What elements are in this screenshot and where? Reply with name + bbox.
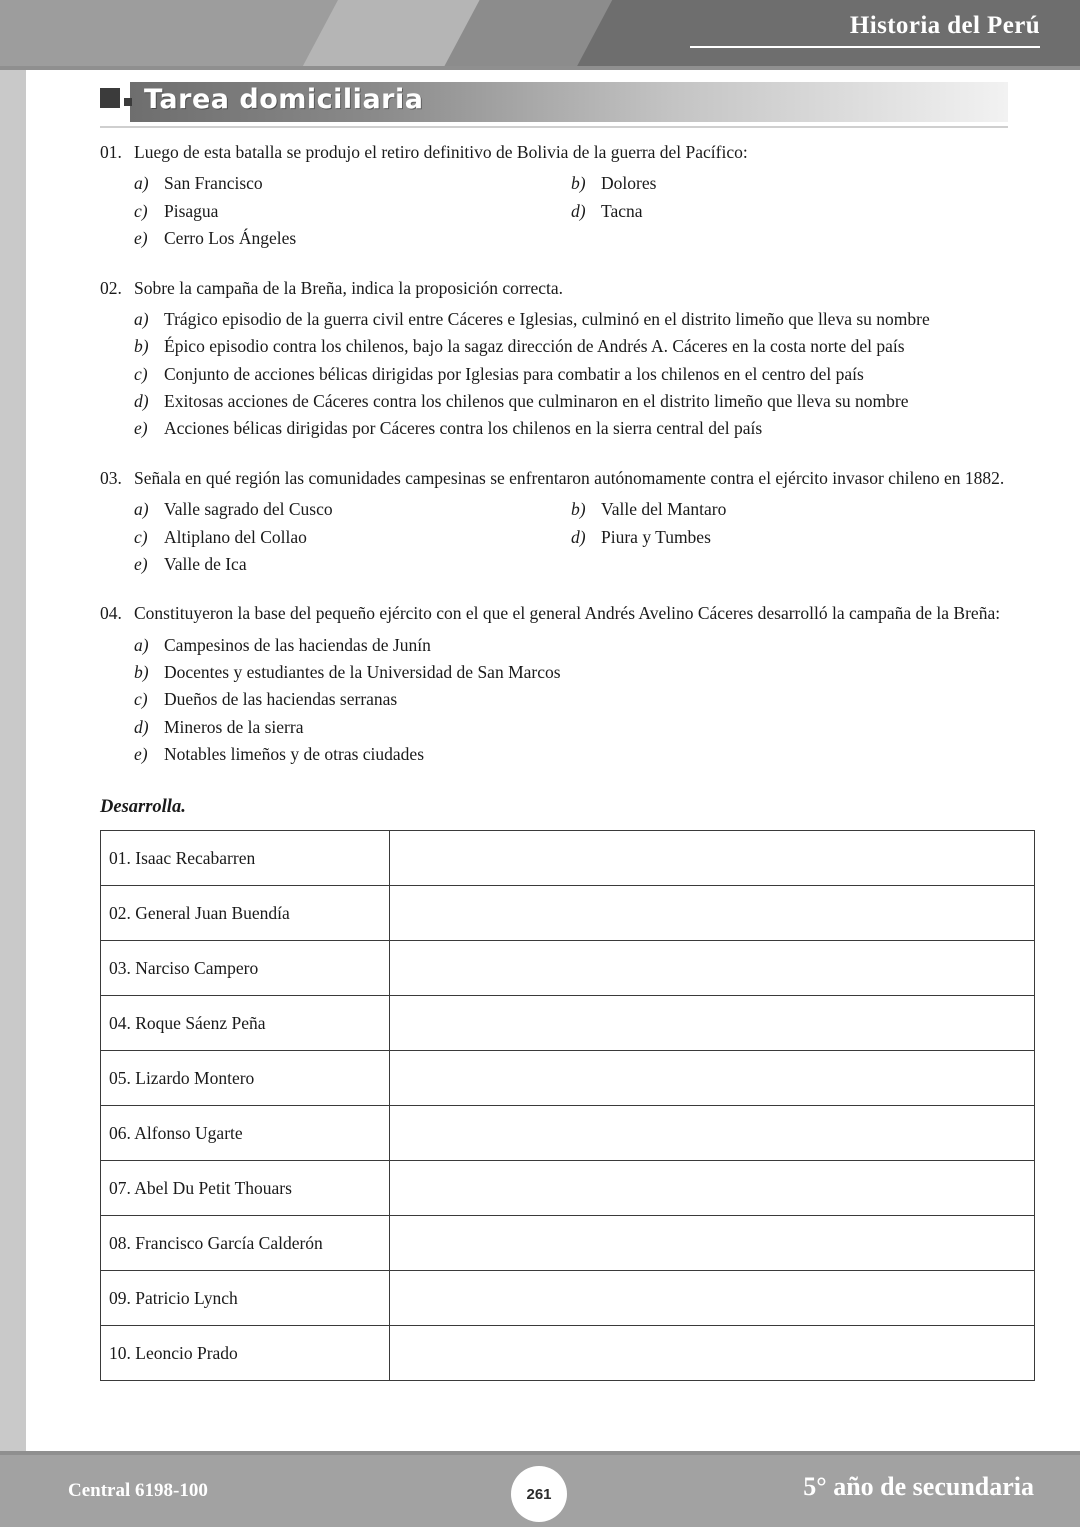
option-letter: c) bbox=[134, 526, 148, 547]
option-list bbox=[134, 307, 1008, 442]
spacer bbox=[100, 579, 1008, 601]
table-cell-answer[interactable] bbox=[390, 1106, 1035, 1161]
spacer bbox=[100, 254, 1008, 276]
option-letter: e) bbox=[134, 418, 148, 439]
table-cell-name: 10. Leoncio Prado bbox=[101, 1326, 390, 1381]
table-cell-name: 04. Roque Sáenz Peña bbox=[101, 996, 390, 1051]
table-row bbox=[101, 1051, 1035, 1106]
option-letter: d) bbox=[571, 200, 586, 221]
option-list bbox=[134, 171, 1008, 253]
option-item[interactable] bbox=[134, 742, 1008, 767]
option-item[interactable] bbox=[571, 497, 1008, 522]
table-cell-answer[interactable] bbox=[390, 1271, 1035, 1326]
option-item[interactable] bbox=[134, 171, 571, 196]
option-item[interactable] bbox=[134, 633, 1008, 658]
table-cell-name: 02. General Juan Buendía bbox=[101, 886, 390, 941]
table-cell-answer[interactable] bbox=[390, 1051, 1035, 1106]
option-label: Valle sagrado del Cusco bbox=[164, 499, 333, 520]
option-letter: d) bbox=[134, 391, 149, 411]
option-label: Valle del Mantaro bbox=[601, 499, 727, 520]
option-letter: d) bbox=[134, 716, 149, 737]
table-cell-answer[interactable] bbox=[390, 1326, 1035, 1381]
question-item bbox=[100, 140, 1008, 165]
option-label: Exitosas acciones de Cáceres contra los chilenos que culminaron en el distrito limeño que lleva su nombre bbox=[164, 391, 909, 411]
option-letter: a) bbox=[134, 173, 149, 194]
option-label: Valle de Ica bbox=[164, 553, 247, 574]
option-item[interactable] bbox=[134, 389, 1008, 414]
option-label: Épico episodio contra los chilenos, bajo la sagaz dirección de Andrés A. Cáceres en la costa norte del país bbox=[164, 336, 905, 357]
footer-grade: 5° año de secundaria bbox=[803, 1472, 1034, 1501]
option-item[interactable] bbox=[134, 715, 1008, 740]
option-list bbox=[134, 633, 1008, 768]
option-item[interactable] bbox=[134, 660, 1008, 685]
page-number-badge: 261 bbox=[511, 1466, 567, 1522]
table-cell-name: 07. Abel Du Petit Thouars bbox=[101, 1161, 390, 1216]
option-letter: b) bbox=[571, 499, 586, 520]
option-item[interactable] bbox=[134, 362, 1008, 387]
option-label: Trágico episodio de la guerra civil entre Cáceres e Iglesias, culminó en el distrito limeño que lleva su nombre bbox=[164, 308, 930, 329]
table-cell-answer[interactable] bbox=[390, 1161, 1035, 1216]
option-label: Cerro Los Ángeles bbox=[164, 228, 297, 249]
option-item[interactable] bbox=[134, 416, 1008, 441]
option-letter: a) bbox=[134, 634, 149, 655]
option-item[interactable] bbox=[134, 552, 571, 577]
table-cell-name: 03. Narciso Campero bbox=[101, 941, 390, 996]
question-text: Luego de esta batalla se produjo el retiro definitivo de Bolivia de la guerra del Pacífico: bbox=[134, 142, 748, 162]
option-label: Acciones bélicas dirigidas por Cáceres contra los chilenos en la sierra central del país bbox=[164, 418, 763, 439]
question-number: 04. bbox=[100, 603, 122, 624]
header-rule bbox=[690, 46, 1040, 48]
table-cell-name: 05. Lizardo Montero bbox=[101, 1051, 390, 1106]
option-item[interactable] bbox=[571, 199, 1008, 224]
option-item[interactable] bbox=[134, 307, 1008, 332]
footer-phone: Central 6198-100 bbox=[68, 1480, 208, 1501]
option-item[interactable] bbox=[571, 525, 1008, 550]
option-letter: c) bbox=[134, 200, 148, 221]
option-letter: e) bbox=[134, 228, 148, 249]
option-item[interactable] bbox=[134, 687, 1008, 712]
option-label: San Francisco bbox=[164, 173, 263, 194]
option-letter: a) bbox=[134, 499, 149, 520]
option-label: Campesinos de las haciendas de Junín bbox=[164, 634, 431, 655]
option-item[interactable] bbox=[134, 497, 571, 522]
table-cell-answer[interactable] bbox=[390, 831, 1035, 886]
question-text: Constituyeron la base del pequeño ejército con el que el general Andrés Avelino Cáceres desarrolló la campaña de la Breña: bbox=[134, 603, 1001, 624]
option-label: Pisagua bbox=[164, 200, 219, 221]
question-item bbox=[100, 601, 1008, 626]
option-letter: a) bbox=[134, 308, 149, 329]
option-label: Tacna bbox=[601, 200, 643, 221]
option-letter: b) bbox=[571, 173, 586, 194]
table-row bbox=[101, 1161, 1035, 1216]
table-cell-name: 08. Francisco García Calderón bbox=[101, 1216, 390, 1271]
question-number: 02. bbox=[100, 277, 122, 298]
option-item[interactable] bbox=[134, 525, 571, 550]
banner-dot-icon bbox=[124, 98, 132, 106]
table-row bbox=[101, 831, 1035, 886]
page-left-margin-bar bbox=[0, 0, 26, 1527]
table-row bbox=[101, 996, 1035, 1051]
table-row bbox=[101, 1271, 1035, 1326]
option-label: Mineros de la sierra bbox=[164, 716, 304, 737]
question-text: Sobre la campaña de la Breña, indica la proposición correcta. bbox=[134, 277, 564, 298]
banner-square-icon bbox=[100, 88, 120, 108]
option-item[interactable] bbox=[134, 199, 571, 224]
table-cell-name: 06. Alfonso Ugarte bbox=[101, 1106, 390, 1161]
section-title: Tarea domiciliaria bbox=[144, 84, 424, 115]
question-number: 03. bbox=[100, 467, 122, 488]
table-row bbox=[101, 1106, 1035, 1161]
option-letter: e) bbox=[134, 744, 148, 765]
section-banner-underline bbox=[100, 126, 1008, 128]
table-row bbox=[101, 941, 1035, 996]
table-row bbox=[101, 1326, 1035, 1381]
table-cell-name: 01. Isaac Recabarren bbox=[101, 831, 390, 886]
option-list bbox=[134, 497, 1008, 579]
option-letter: c) bbox=[134, 689, 148, 710]
option-item[interactable] bbox=[134, 334, 1008, 359]
option-item[interactable] bbox=[134, 226, 571, 251]
table-cell-answer[interactable] bbox=[390, 1216, 1035, 1271]
option-letter: d) bbox=[571, 526, 586, 547]
develop-heading: Desarrolla. bbox=[100, 796, 186, 817]
option-letter: c) bbox=[134, 363, 148, 384]
spacer bbox=[100, 444, 1008, 466]
option-label: Piura y Tumbes bbox=[601, 526, 711, 547]
table-row bbox=[101, 1216, 1035, 1271]
question-text: Señala en qué región las comunidades campesinas se enfrentaron autónomamente contra el ejército invasor chileno en 1882. bbox=[134, 467, 1005, 488]
table-cell-answer[interactable] bbox=[390, 886, 1035, 941]
table-cell-name: 09. Patricio Lynch bbox=[101, 1271, 390, 1326]
answer-table bbox=[100, 830, 1035, 1381]
question-item bbox=[100, 466, 1008, 491]
option-label: Dolores bbox=[601, 173, 657, 194]
option-letter: b) bbox=[134, 336, 149, 357]
course-title: Historia del Perú bbox=[849, 12, 1040, 39]
table-cell-answer[interactable] bbox=[390, 996, 1035, 1051]
option-letter: b) bbox=[134, 662, 149, 682]
table-cell-answer[interactable] bbox=[390, 941, 1035, 996]
option-label: Notables limeños y de otras ciudades bbox=[164, 744, 425, 765]
option-label: Dueños de las haciendas serranas bbox=[164, 689, 398, 710]
option-letter: e) bbox=[134, 553, 148, 574]
question-number: 01. bbox=[100, 142, 122, 162]
section-banner bbox=[100, 82, 1008, 124]
option-label: Altiplano del Collao bbox=[164, 526, 307, 547]
option-item[interactable] bbox=[571, 171, 1008, 196]
header-bottom-line bbox=[0, 66, 1080, 70]
exercise-content bbox=[100, 140, 1008, 1381]
option-label: Docentes y estudiantes de la Universidad de San Marcos bbox=[164, 662, 561, 682]
option-label: Conjunto de acciones bélicas dirigidas por Iglesias para combatir a los chilenos en el centro del país bbox=[164, 363, 864, 384]
question-item bbox=[100, 276, 1008, 301]
table-row bbox=[101, 886, 1035, 941]
